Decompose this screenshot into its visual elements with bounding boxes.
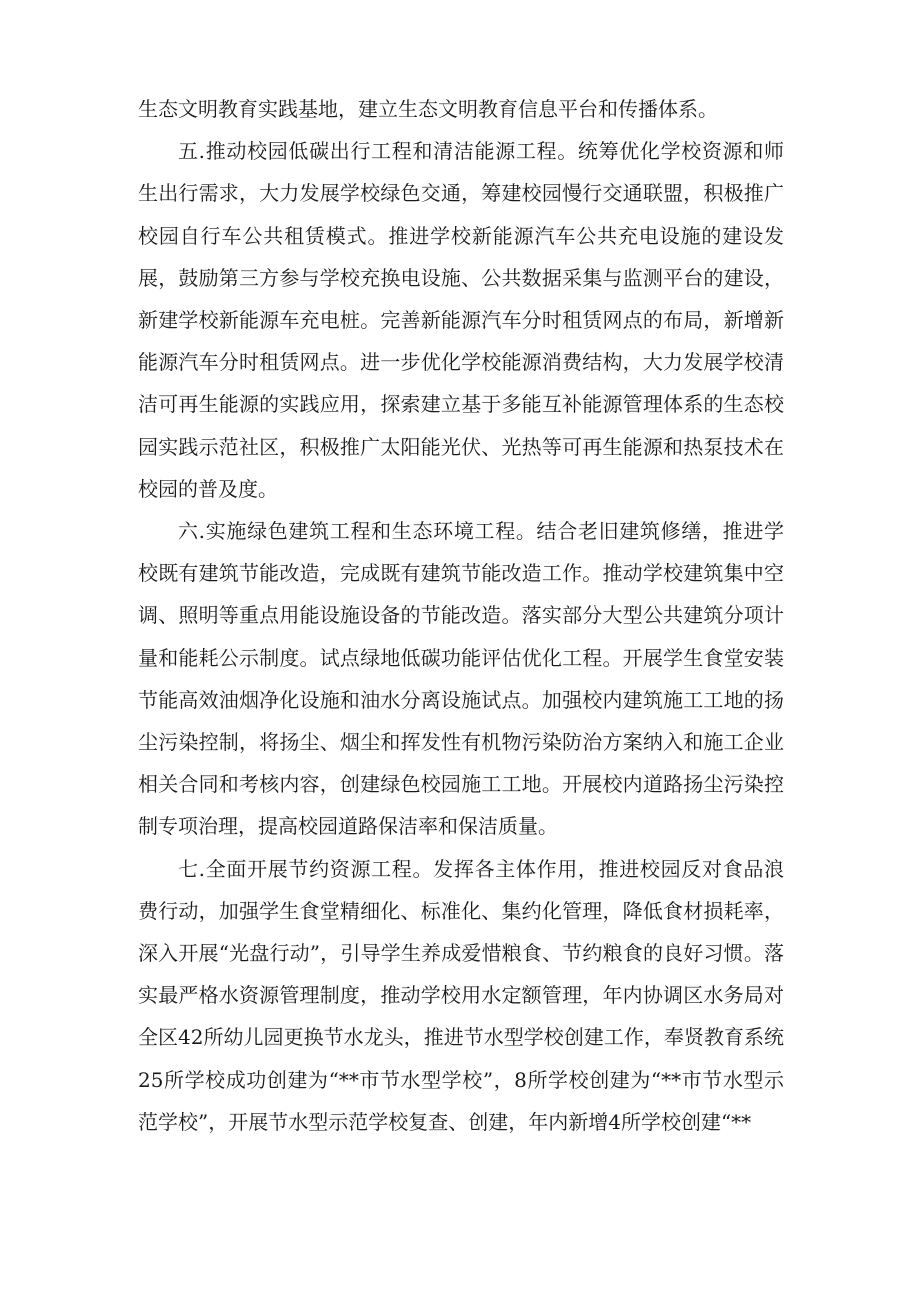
paragraph-section-five: 五.推动校园低碳出行工程和清洁能源工程。统筹优化学校资源和师生出行需求，大力发展学校绿色交通，筹建校园慢行交通联盟，积极推广校园自行车公共租赁模式。推进学校新能源汽车公共充电设施的建设发展，鼓励第三方参与学校充换电设施、公共数据采集与监测平台的建设，新建学校新能源车充电桩。完善新能源汽车分时租赁网点的布局，新增新能源汽车分时租赁网点。进一步优化学校能源消费结构，大力发展学校清洁可再生能源的实践应用，探索建立基于多能互补能源管理体系的生态校园实践示范社区，积极推广太阳能光伏、光热等可再生能源和热泵技术在校园的普及度。 [138,139,784,501]
paragraph-section-seven: 七.全面开展节约资源工程。发挥各主体作用，推进校园反对食品浪费行动，加强学生食堂精细化、标准化、集约化管理，降低食材损耗率，深入开展“光盘行动”，引导学生养成爱惜粮食、节约粮食的良好习惯。落实最严格水资源管理制度，推动学校用水定额管理，年内协调区水务局对全区42所幼儿园更换节水龙头，推进节水型学校创建工作，奉贤教育系统25所学校成功创建为“**市节水型学校”，8所学校创建为“**市节水型示范学校”，开展节水型示范学校复查、创建，年内新增4所学校创建“** [138,856,784,1134]
paragraph-continuation: 生态文明教育实践基地，建立生态文明教育信息平台和传播体系。 [138,97,718,121]
document-body [138,88,784,1143]
paragraph-section-six: 六.实施绿色建筑工程和生态环境工程。结合老旧建筑修缮，推进学校既有建筑节能改造，完成既有建筑节能改造工作。推动学校建筑集中空调、照明等重点用能设施设备的节能改造。落实部分大型公共建筑分项计量和能耗公示制度。试点绿地低碳功能评估优化工程。开展学生食堂安装节能高效油烟净化设施和油水分离设施试点。加强校内建筑施工工地的扬尘污染控制，将扬尘、烟尘和挥发性有机物污染防治方案纳入和施工企业相关合同和考核内容，创建绿色校园施工工地。开展校内道路扬尘污染控制专项治理，提高校园道路保洁率和保洁质量。 [138,519,784,839]
